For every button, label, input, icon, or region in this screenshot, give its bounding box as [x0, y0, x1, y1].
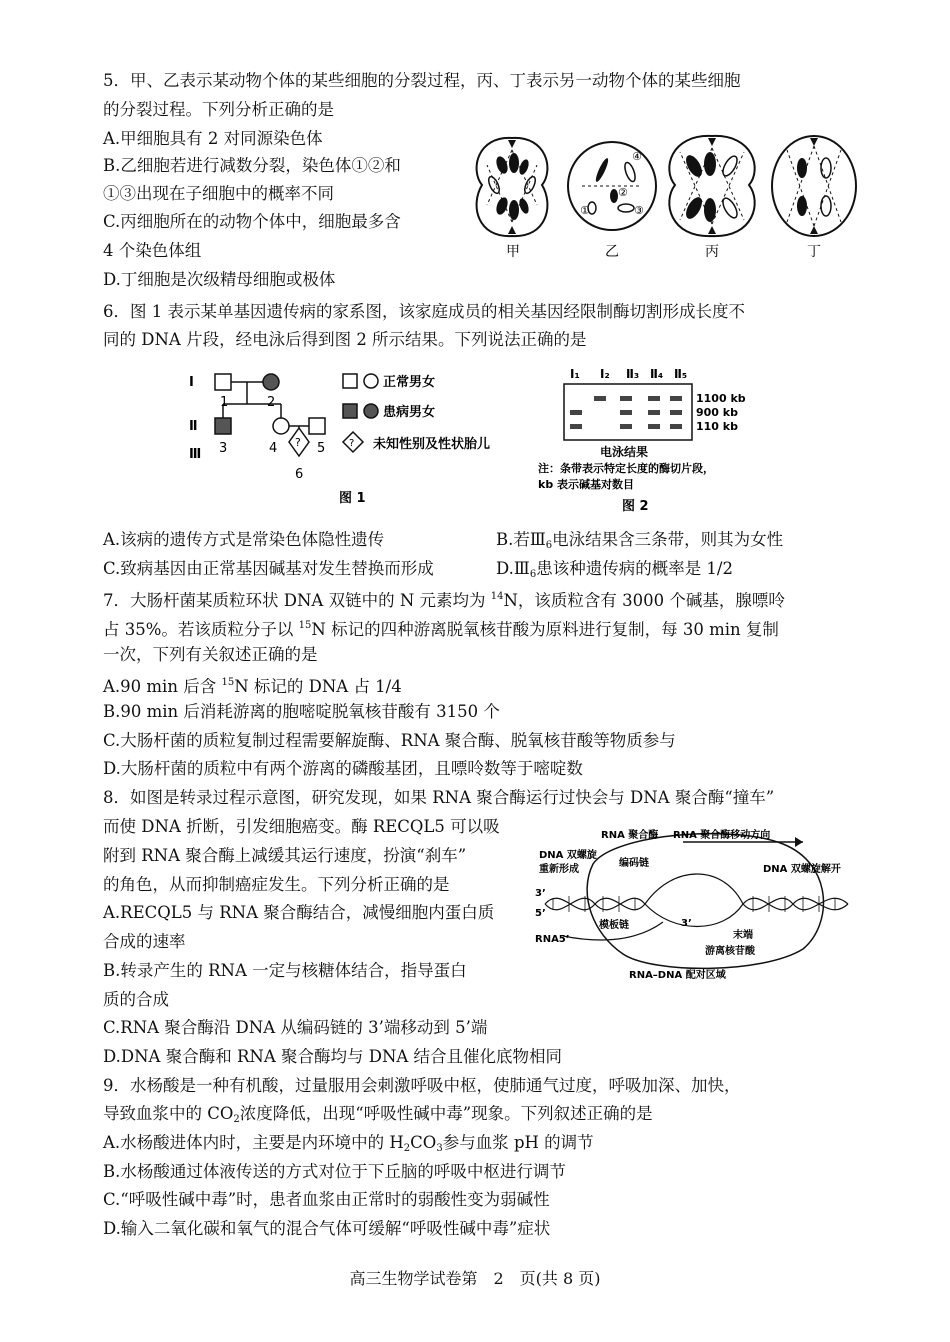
q8-stem-line2: 而使 DNA 折断，引发细胞癌变。酶 RECQL5 可以吸 — [103, 817, 500, 836]
q5-option-a: A.甲细胞具有 2 对同源染色体 — [103, 129, 323, 148]
q5-option-b-line2: ①③出现在子细胞中的概率不同 — [103, 184, 334, 203]
figure1-caption: 图 1 — [339, 491, 366, 506]
gen-label-1: Ⅰ — [189, 375, 194, 390]
q7-option-d: D.大肠杆菌的质粒中有两个游离的磷酸基团，且嘌呤数等于嘧啶数 — [103, 759, 583, 778]
q6-stem-line2: 同的 DNA 片段，经电泳后得到图 2 所示结果。下列说法正确的是 — [103, 330, 587, 349]
band-size-1100: 1100 kb — [696, 392, 746, 405]
q5-stem-line1: 5．甲、乙表示某动物个体的某些细胞的分裂过程，丙、丁表示另一动物个体的某些细胞 — [103, 71, 741, 90]
legend-unknown-mark: ? — [349, 438, 355, 449]
q7-option-a: A.90 min 后含 $^{15}$N 标记的 DNA 占 1/4 — [103, 677, 402, 696]
figure2-caption: 图 2 — [622, 499, 649, 514]
q9-option-c: C.“呼吸性碱中毒”时，患者血浆由正常时的弱酸性变为弱碱性 — [103, 1190, 550, 1209]
q5-option-d: D.丁细胞是次级精母细胞或极体 — [103, 270, 336, 289]
q6-option-c: C.致病基因由正常基因碱基对发生替换而形成 — [103, 559, 434, 578]
q6-option-a: A.该病的遗传方式是常染色体隐性遗传 — [103, 530, 385, 549]
q7-option-c: C.大肠杆菌的质粒复制过程需要解旋酶、RNA 聚合酶、脱氧核苷酸等物质参与 — [103, 731, 676, 750]
chromosome-label-4: ④ — [632, 150, 642, 163]
cell-label-yi: 乙 — [605, 244, 619, 260]
label-3prime-b: 3’ — [681, 918, 692, 929]
q8-option-a-line1: A.RECQL5 与 RNA 聚合酶结合，减慢细胞内蛋白质 — [103, 903, 495, 922]
label-free-nucleotides: 游离核苷酸 — [705, 946, 755, 957]
q6-stem-line1: 6．图 1 表示某单基因遗传病的家系图，该家庭成员的相关基因经限制酶切割形成长度不 — [103, 302, 745, 321]
electrophoresis-title: 电泳结果 — [600, 445, 649, 459]
gen-label-2: Ⅱ — [189, 419, 198, 434]
q8-option-b-line1: B.转录产生的 RNA 一定与核糖体结合，指导蛋白 — [103, 961, 467, 980]
q7-option-b: B.90 min 后消耗游离的胞嘧啶脱氧核苷酸有 3150 个 — [103, 702, 500, 721]
lane-label-1: Ⅰ₁ — [570, 367, 580, 381]
pedigree-id-3: 3 — [219, 441, 228, 456]
q9-stem-line1: 9．水杨酸是一种有机酸，过量服用会刺激呼吸中枢，使肺通气过度，呼吸加深、加快， — [103, 1076, 741, 1095]
transcription-figure — [533, 824, 873, 984]
lane-label-2: Ⅰ₂ — [600, 367, 610, 381]
q9-stem-line2: 导致血浆中的 $CO_2$浓度降低，出现“呼吸性碱中毒”现象。下列叙述正确的是 — [103, 1104, 653, 1125]
legend-normal: 正常男女 — [383, 375, 436, 390]
legend-affected: 患病男女 — [383, 405, 436, 420]
q6-option-d: $D.Ⅲ_6$患该种遗传病的概率是 1/2 — [496, 559, 733, 580]
pedigree-id-1: 1 — [220, 395, 229, 410]
q8-stem-line1: 8．如图是转录过程示意图，研究发现，如果 RNA 聚合酶运行过快会与 DNA 聚合酶“撞车” — [103, 788, 775, 807]
q6-option-b: B.若$Ⅲ_6$电泳结果含三条带，则其为女性 — [496, 530, 784, 551]
q9-option-b: B.水杨酸通过体液传送的方式对位于下丘脑的呼吸中枢进行调节 — [103, 1162, 566, 1181]
q5-stem-line2: 的分裂过程。下列分析正确的是 — [103, 100, 334, 119]
q5-option-b-line1: B.乙细胞若进行减数分裂，染色体①②和 — [103, 156, 401, 175]
chromosome-label-2: ② — [618, 186, 628, 199]
chromosome-label-3: ③ — [634, 204, 644, 217]
label-direction: RNA 聚合酶移动方向 — [673, 830, 771, 841]
band-size-110: 110 kb — [696, 420, 738, 433]
q8-option-d: D.DNA 聚合酶和 RNA 聚合酶均与 DNA 结合且催化底物相同 — [103, 1047, 563, 1066]
q5-option-c-line1: C.丙细胞所在的动物个体中，细胞最多含 — [103, 212, 401, 231]
label-3prime-a: 3’ — [535, 888, 546, 899]
label-coding-strand: 编码链 — [619, 858, 649, 869]
electrophoresis-figure — [538, 364, 778, 520]
electrophoresis-note-2: kb 表示碱基对数目 — [538, 478, 635, 491]
q8-stem-line4: 的角色，从而抑制癌症发生。下列分析正确的是 — [103, 875, 450, 894]
q7-stem-line2: 占 35%。若该质粒分子以 $^{15}$N 标记的四种游离脱氧核苷酸为原料进行复制，每 30 min 复制 — [103, 620, 779, 639]
unknown-fetus-mark: ? — [295, 436, 301, 449]
label-reform-2: 重新形成 — [539, 864, 579, 875]
page-footer: 高三生物学试卷第 2 页(共 8 页) — [349, 1269, 601, 1288]
q9-option-a: A.水杨酸进体内时，主要是内环境中的 $H_2CO_3$参与血浆 pH 的调节 — [103, 1133, 594, 1154]
cell-division-figure — [462, 130, 862, 260]
label-pairing-region: RNA–DNA 配对区域 — [629, 970, 726, 981]
cell-label-jia: 甲 — [506, 244, 520, 260]
q7-stem-line3: 一次，下列有关叙述正确的是 — [103, 645, 318, 664]
label-end: 末端 — [733, 930, 753, 941]
gen-label-3: Ⅲ — [189, 447, 202, 462]
chromosome-label-1: ① — [580, 204, 590, 217]
pedigree-id-6: 6 — [295, 467, 304, 482]
cell-label-ding: 丁 — [807, 244, 821, 260]
label-template-strand: 模板链 — [599, 920, 629, 931]
q8-option-c: C.RNA 聚合酶沿 DNA 从编码链的 3’端移动到 5’端 — [103, 1018, 488, 1037]
lane-label-3: Ⅱ₃ — [626, 367, 640, 381]
q8-option-a-line2: 合成的速率 — [103, 932, 186, 951]
label-reform-1: DNA 双螺旋 — [539, 850, 597, 861]
legend-unknown: 未知性别及性状胎儿 — [373, 437, 491, 452]
q7-stem-line1: 7．大肠杆菌某质粒环状 DNA 双链中的 N 元素均为 $^{14}$N，该质粒含有 3000 个碱基，腺嘌呤 — [103, 591, 785, 610]
pedigree-id-5: 5 — [317, 441, 326, 456]
band-size-900: 900 kb — [696, 406, 738, 419]
q8-option-b-line2: 质的合成 — [103, 990, 169, 1009]
label-unwind: DNA 双螺旋解开 — [763, 864, 841, 875]
electrophoresis-note-1: 注：条带表示特定长度的酶切片段， — [538, 462, 714, 475]
q5-option-c-line2: 4 个染色体组 — [103, 241, 202, 260]
lane-label-5: Ⅱ₅ — [674, 367, 688, 381]
q9-option-d: D.输入二氧化碳和氧气的混合气体可缓解“呼吸性碱中毒”症状 — [103, 1219, 551, 1238]
label-5prime-a: 5’ — [535, 908, 546, 919]
pedigree-figure — [185, 364, 525, 520]
q8-stem-line3: 附到 RNA 聚合酶上减缓其运行速度，扮演“刹车” — [103, 846, 467, 865]
cell-label-bing: 丙 — [705, 244, 719, 260]
label-rna-polymerase: RNA 聚合酶 — [601, 830, 659, 841]
label-rna-5: RNA5’ — [535, 934, 570, 945]
pedigree-id-4: 4 — [269, 441, 278, 456]
lane-label-4: Ⅱ₄ — [650, 367, 664, 381]
pedigree-id-2: 2 — [267, 395, 276, 410]
